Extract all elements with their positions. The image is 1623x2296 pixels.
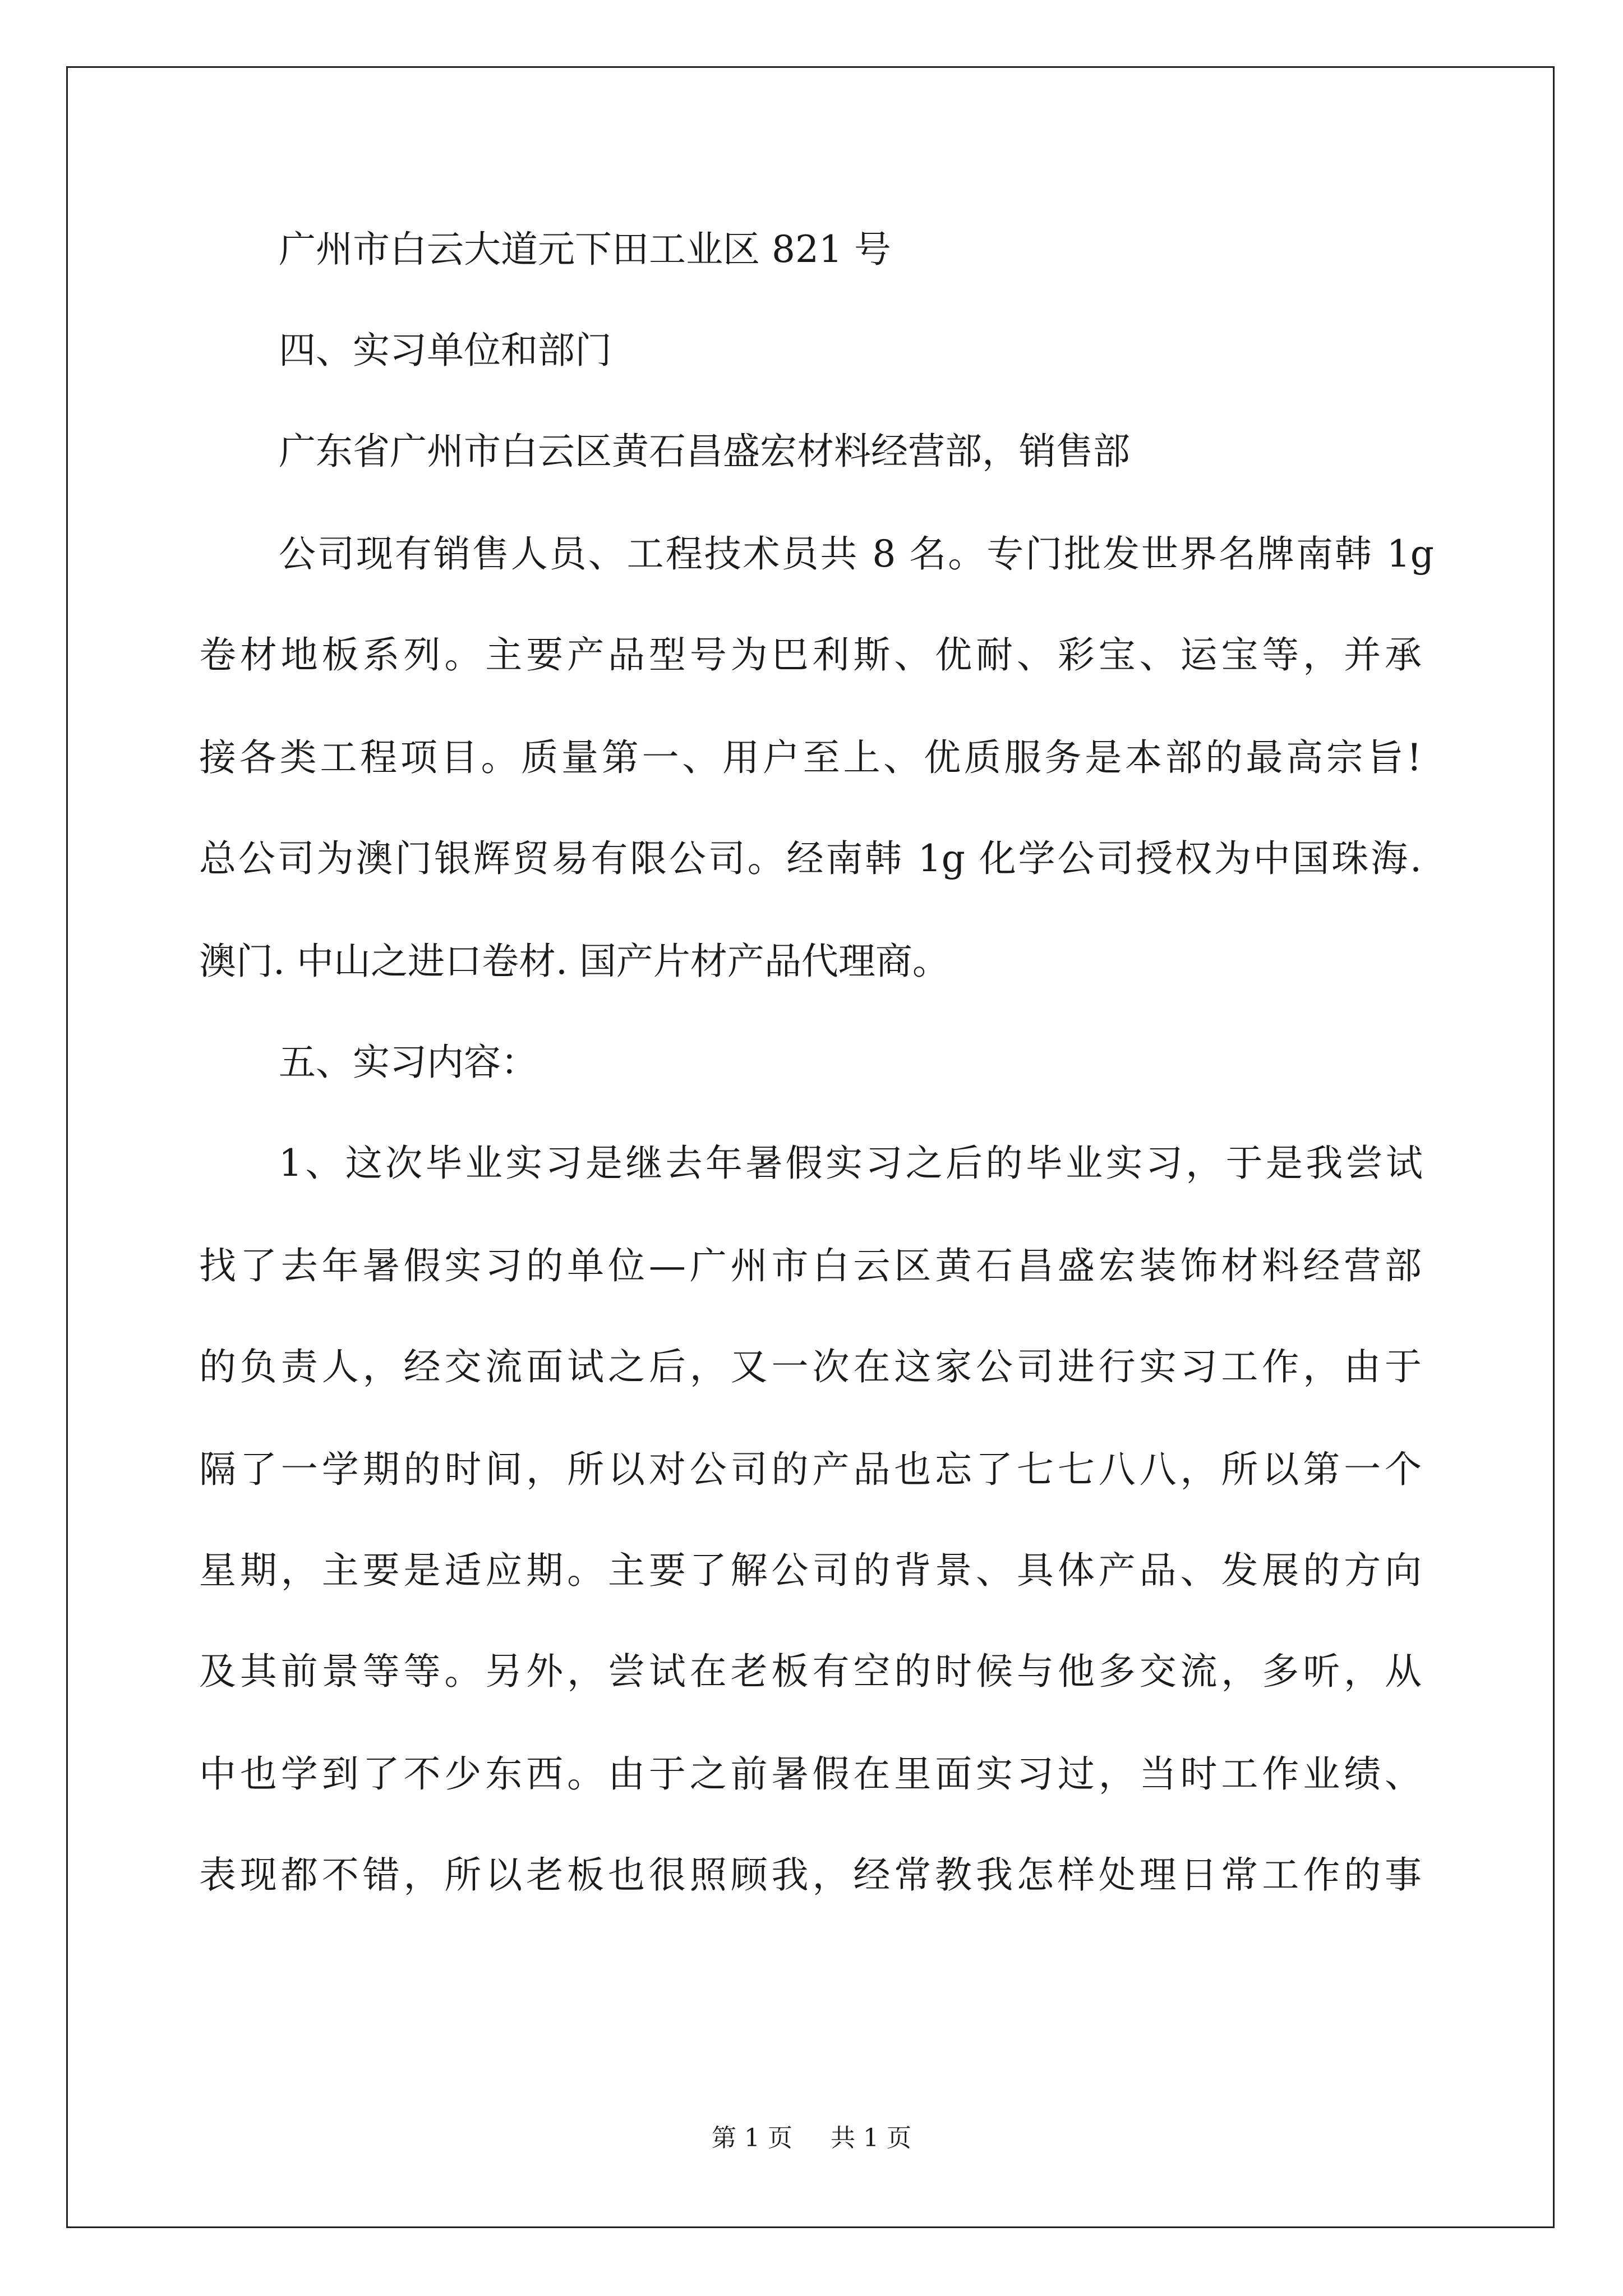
text-line-company-intro-3: 接各类工程项目。质量第一、用户至上、优质服务是本部的最高宗旨! bbox=[199, 736, 1422, 779]
heading-internship-content: 五、实习内容： bbox=[279, 1041, 538, 1084]
page-total: 共 1 页 bbox=[831, 2124, 911, 2152]
page-footer bbox=[0, 2126, 1623, 2151]
text-line-content-2: 找了去年暑假实习的单位—广州市白云区黄石昌盛宏装饰材料经营部 bbox=[199, 1244, 1422, 1287]
text-line-company-intro-2: 卷材地板系列。主要产品型号为巴利斯、优耐、彩宝、运宝等，并承 bbox=[199, 633, 1422, 677]
text-line-content-5: 星期，主要是适应期。主要了解公司的背景、具体产品、发展的方向 bbox=[199, 1549, 1422, 1592]
text-line-content-7: 中也学到了不少东西。由于之前暑假在里面实习过，当时工作业绩、 bbox=[199, 1752, 1422, 1796]
text-line-content-1: 1、这次毕业实习是继去年暑假实习之后的毕业实习，于是我尝试 bbox=[279, 1142, 1423, 1185]
text-line-company-intro-4: 总公司为澳门银辉贸易有限公司。经南韩 1g 化学公司授权为中国珠海. bbox=[199, 837, 1422, 880]
text-line-company-intro-5: 澳门. 中山之进口卷材. 国产片材产品代理商。 bbox=[199, 940, 949, 983]
text-line-company-department: 广东省广州市白云区黄石昌盛宏材料经营部，销售部 bbox=[279, 430, 1130, 473]
heading-internship-unit: 四、实习单位和部门 bbox=[279, 329, 612, 372]
text-line-address: 广州市白云大道元下田工业区 821 号 bbox=[279, 228, 891, 271]
text-line-content-4: 隔了一学期的时间，所以对公司的产品也忘了七七八八，所以第一个 bbox=[199, 1448, 1422, 1491]
text-line-content-8: 表现都不错，所以老板也很照顾我，经常教我怎样处理日常工作的事 bbox=[199, 1853, 1422, 1897]
text-line-content-3: 的负责人，经交流面试之后，又一次在这家公司进行实习工作，由于 bbox=[199, 1345, 1422, 1388]
text-line-content-6: 及其前景等等。另外，尝试在老板有空的时候与他多交流，多听，从 bbox=[199, 1650, 1422, 1693]
text-line-company-intro-1: 公司现有销售人员、工程技术员共 8 名。专门批发世界名牌南韩 1g bbox=[279, 532, 1434, 576]
page-number: 第 1 页 bbox=[712, 2124, 792, 2152]
